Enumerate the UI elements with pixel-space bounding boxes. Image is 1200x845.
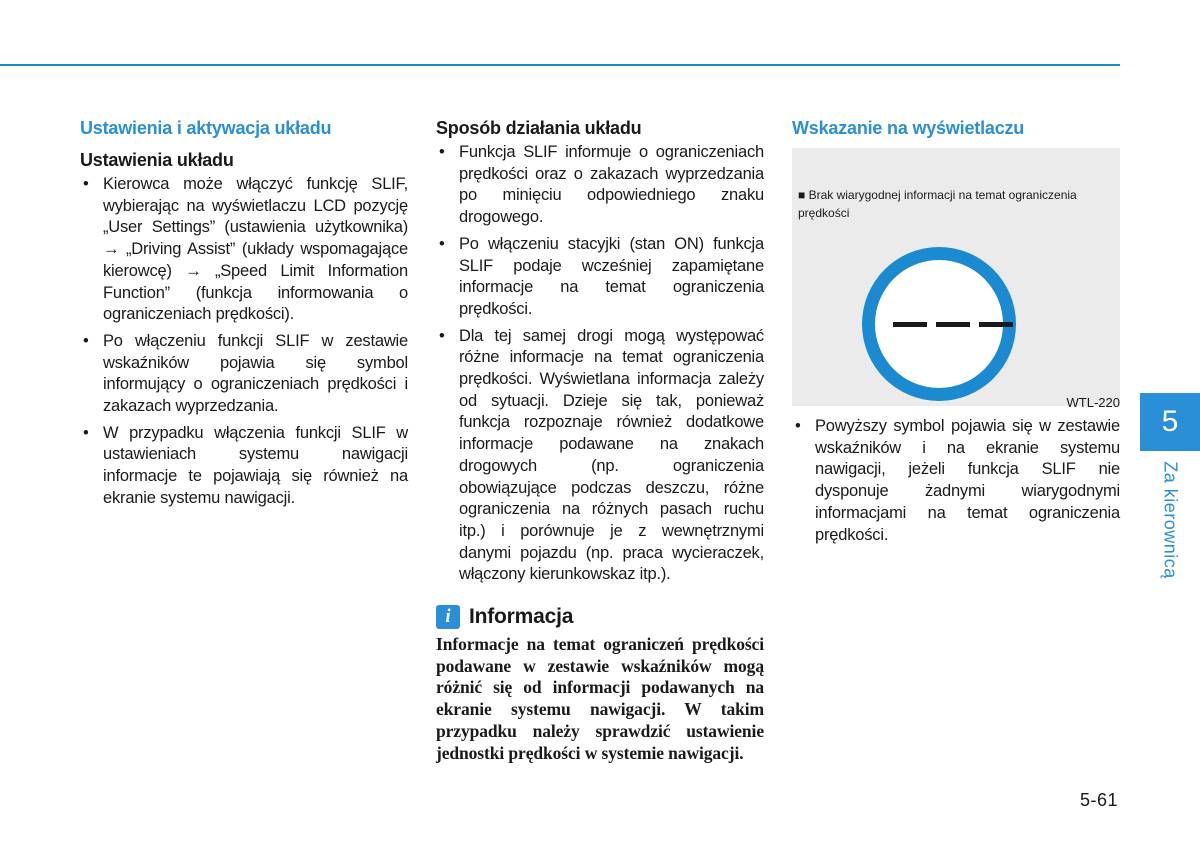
list-item-text: Powyższy symbol pojawia się w zestawie wskaźników i na ekranie systemu nawigacji, jeżeli funkcja SLIF nie dysponuje żadnymi wiarygodnymi informacjami na temat ograniczenia prędkości.	[815, 417, 1120, 544]
chapter-title: Za kierownicą	[1160, 461, 1181, 579]
settings-bullet-list	[80, 174, 408, 510]
section-title-settings-activation: Ustawienia i aktywacja układu	[80, 118, 332, 138]
chapter-tab: 5	[1140, 393, 1200, 451]
list-item-text: Po włączeniu stacyjki (stan ON) funkcja SLIF podaje wcześniej zapamiętane informacje na temat ograniczenia prędkości.	[459, 234, 764, 318]
bullet-icon: •	[439, 326, 445, 345]
bullet-icon: •	[439, 143, 445, 161]
list-item	[436, 142, 764, 229]
bullet-icon: •	[795, 417, 801, 435]
figure-code: WTL-220	[1066, 395, 1120, 410]
info-title: Informacja	[469, 605, 574, 629]
list-item-text: Kierowca może włączyć funkcję SLIF, wybierając na wyświetlaczu LCD pozycję „User Settings” (ustawienia użytkownika) → „Driving Assist” (układy wspomagające kierowcę) → „Speed Limit Information Function” (funkcja informowania o ograniczeniach prędkości).	[103, 175, 408, 324]
page-number: 5-61	[1080, 790, 1119, 810]
figure-panel	[792, 148, 1120, 406]
column-settings	[80, 116, 408, 515]
list-item-text: W przypadku włączenia funkcji SLIF w ustawieniach systemu nawigacji informacje te pojawiają się również na ekranie systemu nawigacji.	[103, 423, 408, 507]
operation-bullet-list	[436, 142, 764, 586]
section-title-operation: Sposób działania układu	[436, 118, 642, 138]
info-box-header	[436, 604, 764, 630]
sign-dash	[893, 322, 927, 327]
display-bullet-list	[792, 416, 1120, 546]
figure-caption: ■ Brak wiarygodnej informacji na temat ograniczenia prędkości	[798, 188, 1077, 220]
bullet-icon: •	[439, 234, 445, 253]
list-item	[436, 326, 764, 586]
list-item	[80, 174, 408, 326]
speed-limit-unavailable-icon	[861, 228, 1017, 420]
column-operation	[436, 116, 764, 764]
section-title-display: Wskazanie na wyświetlaczu	[792, 118, 1025, 138]
list-item	[80, 423, 408, 510]
bullet-icon: •	[83, 423, 89, 442]
sign-dash	[936, 322, 970, 327]
list-item-text: Po włączeniu funkcji SLIF w zestawie wskaźników pojawia się symbol informujący o ograniczeniach prędkości i zakazach wyprzedzania.	[103, 331, 408, 416]
sign-dash	[979, 322, 1013, 327]
bullet-icon: •	[83, 331, 89, 350]
list-item	[80, 331, 408, 418]
info-icon: i	[436, 605, 460, 629]
bullet-icon: •	[83, 175, 89, 193]
info-body: Informacje na temat ograniczeń prędkości podawane w zestawie wskaźników mogą różnić się od informacji podawanych na ekranie systemu nawigacji. W takim przypadku należy sprawdzić ustawienie jednostki prędkości w systemie nawigacji.	[436, 634, 764, 763]
column-display	[792, 116, 1120, 551]
list-item-text: Funkcja SLIF informuje o ograniczeniach prędkości oraz o zakazach wyprzedzania po minięciu odpowiedniego znaku drogowego.	[459, 143, 764, 227]
list-item	[436, 234, 764, 321]
list-item	[792, 416, 1120, 546]
header-rule	[0, 64, 1120, 66]
list-item-text: Dla tej samej drogi mogą występować różne informacje na temat ograniczenia prędkości. Wyświetlana informacja zależy od sytuacji. Dzieje się tak, ponieważ funkcja rozpoznaje również dodatkowe informacje podawane na znakach drogowych (np. ograniczenia obowiązujące podczas deszczu, różne ograniczenia na różnych pasach ruchu itp.) i porównuje je z wewnętrznymi danymi pojazdu (np. praca wycieraczek, włączony kierunkowskaz itp.).	[459, 326, 764, 584]
subsection-title-settings: Ustawienia układu	[80, 150, 234, 170]
